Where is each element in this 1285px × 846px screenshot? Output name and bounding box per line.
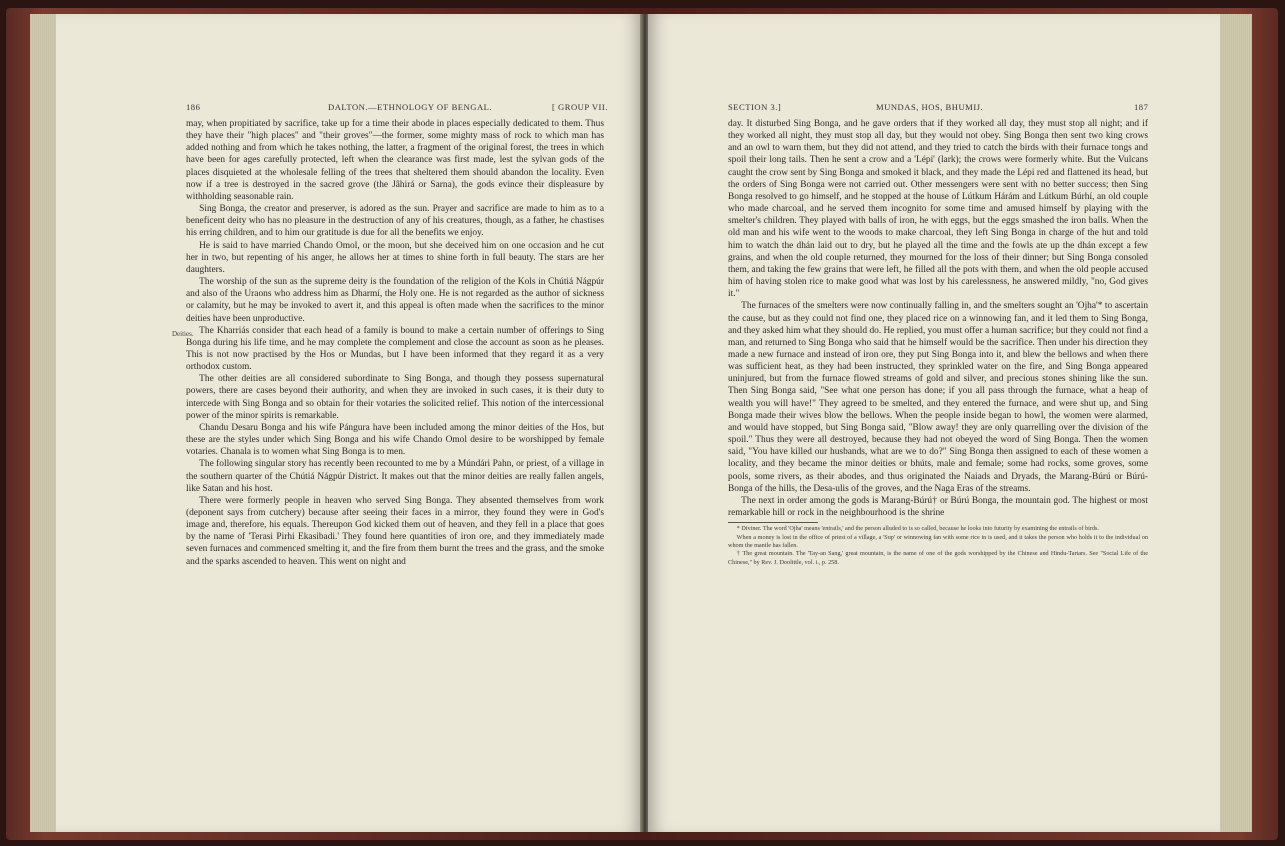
right-section-label: SECTION 3.]	[728, 102, 782, 112]
left-page	[56, 14, 642, 832]
left-page-number: 186	[186, 102, 201, 112]
paragraph: Chandu Desaru Bonga and his wife Pángura have been included among the minor deities of the Hos, but these are the styles under which Sing Bonga and his wife Chando Omol desire to be worshipped by female votaries. Chanala is to women what Sing Bonga is to men.	[186, 422, 604, 458]
footnote: * Diviner. The word 'Ojha' means 'entrails,' and the person alluded to is so called, because he looks into futurity by examining the entrails of birds.	[736, 525, 1099, 533]
right-page	[648, 14, 1220, 832]
paragraph: The other deities are all considered subordinate to Sing Bonga, and though they possess supernatural powers, there are cases beyond their authority, and when they are invoked in such cases, it is their duty to intercede with Sing Bonga and so obtain for their votaries the solicited relief. This notion of the intercessional power of the minor spirits is remarkable.	[186, 374, 604, 421]
paragraph: The following singular story has recently been recounted to me by a Múndári Pahn, or priest, of a village in the southern quarter of the Chútiá Nágpúr District. It makes out that the minor deities are really fallen angels, like Satan and his host.	[186, 459, 604, 494]
paragraph: The Kharriás consider that each head of a family is bound to make a certain number of offerings to Sing Bonga during his life time, and he may complete the complement and close the account as soon as he pleases. This is not now practised by the Hos or Mundas, but I have been informed that they regard it as a very orthodox custom.	[186, 325, 604, 373]
left-body-text	[186, 118, 604, 568]
paragraph: may, when propitiated by sacrifice, take up for a time their abode in places especially dedicated to them. Thus they have their "high places" and "their groves"—the former, some mighty mass of rock to which man has added nothing and from which he takes nothing, the latter, a fragment of the original forest, the trees in which have been for ages carefully protected, left when the clearance was first made, lest the sylvan gods of the places disquieted at the wholesale felling of the trees that sheltered them should abandon the locality. Even now if a tree is destroyed in the sacred grove (the Jâhirá or Sarna), the gods evince their displeasure by withholding seasonable rain.	[186, 119, 604, 202]
paragraph: He is said to have married Chando Omol, or the moon, but she deceived him on one occasion and he cut her in two, but repenting of his anger, he allows her at times to shine forth in full beauty. The stars are her daughters.	[186, 240, 604, 275]
footnote: When a money is lost in the office of priest of a village, a 'Sup' or winnowing fan with some rice in is used, and it takes the person who holds it to the individual on whom the mantle has fallen.	[728, 533, 1148, 549]
page-edges-right	[1218, 14, 1252, 832]
left-group-label: [ GROUP VII.	[552, 102, 608, 112]
right-page-number: 187	[1134, 102, 1149, 112]
footnote-rule	[728, 522, 818, 523]
paragraph: Sing Bonga, the creator and preserver, is adored as the sun. Prayer and sacrifice are made to him as to a beneficent deity who has no pleasure in the destruction of any of his creatures, though, as a father, he chastises his erring children, and to him our gratitude is due for all the benefits we enjoy.	[186, 204, 604, 239]
paragraph: The worship of the sun as the supreme deity is the foundation of the religion of the Kols in Chútiá Nágpúr and also of the Uraons who address him as Dharmí, the Holy one. He is not regarded as the author of sickness or calamity, but he may be invoked to avert it, and this appeal is often made when the sacrifices to the minor deities have been unproductive.	[186, 277, 604, 324]
left-running-title: DALTON.—ETHNOLOGY OF BENGAL.	[328, 102, 493, 112]
right-body-text	[728, 118, 1148, 567]
margin-note: Deities.	[172, 330, 194, 338]
paragraph: There were formerly people in heaven who served Sing Bonga. They absented themselves from work (deponent says from cutchery) because after seeing their faces in a mirror, they found they were in God's image and, therefore, his equals. Thereupon God kicked them out of heaven, and they fell in a place that goes by the name of 'Terasi Pirhi Ekasibadi.' They found here quantities of iron ore, and they immediately made seven furnaces and commenced smelting it, and the fire from them burnt the trees and the grass, and the smoke and the sparks ascended to heaven. This went on night and	[186, 495, 604, 567]
paragraph: day. It disturbed Sing Bonga, and he gave orders that if they worked all day, they must stop all night; and if they worked all night, they must stop all day, but they would not obey. Sing Bonga then sent two king crows and an owl to warn them, but they did not attend, and they tried to catch the birds with their furnace tongs and spoil their long tails. Then he sent a crow and a 'Lépi' (lark); the crows were formerly white. But the Vulcans caught the crow sent by Sing Bonga and smoked it black, and they made the Lépi red and flattened its head, but the orders of Sing Bonga were not carried out. Other messengers were sent with no better success; then Sing Bonga resolved to go himself, and he stopped at the house of Lútkum Hárám and Lútkum Búrhí, an old couple who made charcoal, and he served them incognito for some time and amused himself by playing with the smelter's children. They played with balls of iron, he with eggs, but the eggs smashed the iron balls. When the old man and his wife went to the woods to make charcoal, they left Sing Bonga in charge of the hut and told him to watch the dhán laid out to dry, but he played all the time and the fowls ate up the dhán except a few grains, and when the old couple returned, they mourned for the loss of their dinner; but Sing Bonga consoled them, and taking the few grains that were left, he filled all the pots with them, and when the old people accused him of having stolen rice to make good what was lost by his carelessness, he answered mildly, "no, God gives it."	[728, 119, 1148, 300]
right-running-title: MUNDAS, HOS, BHUMIJ.	[876, 102, 984, 112]
footnote: † The great mountain. The 'Tay-an Sang,' great mountain, is the name of one of the gods worshipped by the Chinese and Hindu-Tartars. See "Social Life of the Chinese," by Rev. J. Doolittle, vol. i., p. 258.	[728, 550, 1148, 566]
paragraph: The next in order among the gods is Marang-Búrú† or Búrú Bonga, the mountain god. The highest or most remarkable hill or rock in the neighbourhood is the shrine	[728, 495, 1148, 518]
paragraph: The furnaces of the smelters were now continually falling in, and the smelters sought an 'Ojha'* to ascertain the cause, but as they could not find one, they placed rice on a winnowing fan, and it led them to Sing Bonga, and they asked him what they should do. He replied, you must offer a human sacrifice; but they could not find a man, and returned to Sing Bonga who said that he himself would be the sacrifice. Then under his direction they made a new furnace and instead of iron ore, they put Sing Bonga into it, and blew the bellows and when there was sufficient heat, as they had been instructed, they sprinkled water on the fire, and Sing Bonga appeared uninjured, but from the furnace flowed streams of gold and silver, and precious stones shining like the sun. Then Sing Bonga said, "See what one person has done; if you all pass through the furnace, what a heap of wealth you will have!" They agreed to be smelted, and they entered the furnace, and were shut up, and Sing Bonga made their wives blow the bellows. When the people inside began to howl, the women were alarmed, and would have stopped, but Sing Bonga said, "Blow away! they are only quarrelling over the division of the spoil." Thus they were all destroyed, because they had not obeyed the word of Sing Bonga. Then the women said, "You have killed our husbands, what are we to do?" Sing Bonga then assigned to each of these women a locality, and they became the minor deities or bhúts, male and female; some had rocks, some groves, some pools, some rivers, as their abodes, and thus originated the Naiads and Dryads, the Marang-Búrú or Búrú-Bonga of the hills, the Desa-ulis of the groves, and the Naga Eras of the streams.	[728, 301, 1148, 494]
